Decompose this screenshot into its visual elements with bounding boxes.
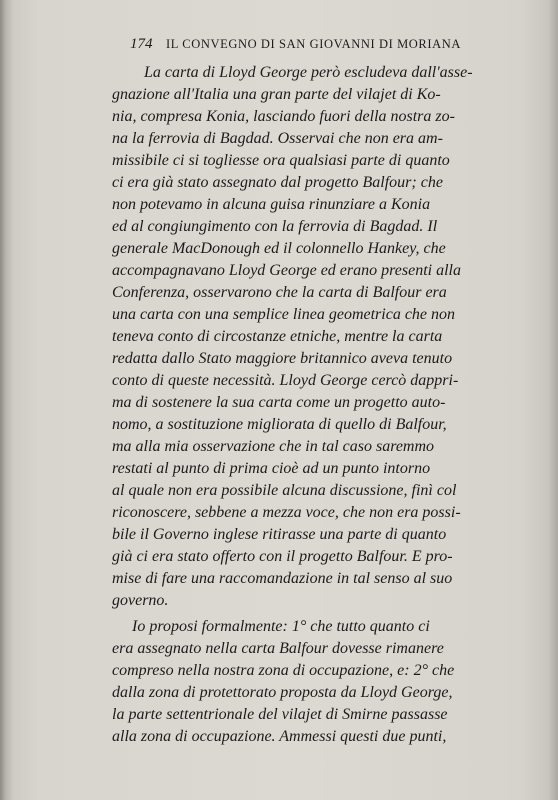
text-line: Io proposi formalmente: 1° che tutto quanto ci — [132, 618, 430, 635]
text-line: bile il Governo inglese ritirasse una parte di quanto — [112, 526, 447, 543]
text-line: nia, compresa Konia, lasciando fuori della nostra zo- — [112, 108, 455, 125]
text-line: già ci era stato offerto con il progetto Balfour. E pro- — [112, 548, 453, 565]
text-line: ma alla mia osservazione che in tal caso saremmo — [112, 438, 435, 455]
text-line: la parte settentrionale del vilajet di Smirne passasse — [112, 706, 448, 723]
text-line: na la ferrovia di Bagdad. Osservai che non era am- — [112, 130, 443, 147]
text-line: redatta dallo Stato maggiore britannico aveva tenuto — [112, 350, 453, 367]
text-line: non potevamo in alcuna guisa rinunziare a Konia — [112, 196, 431, 213]
text-line: La carta di Lloyd George però escludeva dall'asse- — [144, 64, 473, 81]
text-line: conto di queste necessità. Lloyd George cercò dappri- — [112, 372, 459, 389]
text-line: una carta con una semplice linea geometrica che non — [112, 306, 456, 323]
text-line: teneva conto di circostanze etniche, mentre la carta — [112, 328, 443, 345]
text-line: ed al congiungimento con la ferrovia di Bagdad. Il — [112, 218, 438, 235]
text-line: alla zona di occupazione. Ammessi questi due punti, — [112, 728, 447, 745]
text-line: gnazione all'Italia una gran parte del vilajet di Ko- — [112, 86, 441, 103]
text-line: ci era già stato assegnato dal progetto Balfour; che — [112, 174, 443, 191]
text-line: restati al punto di prima cioè ad un punto intorno — [112, 460, 431, 477]
text-line: compreso nella nostra zona di occupazione, e: 2° che — [112, 662, 455, 679]
text-line: riconoscere, sebbene a mezza voce, che non era possi- — [112, 504, 461, 521]
page-header — [130, 36, 530, 56]
text-line: nomo, a sostituzione migliorata di quello di Balfour, — [112, 416, 447, 433]
text-line: era assegnato nella carta Balfour dovesse rimanere — [112, 640, 444, 657]
text-line: governo. — [112, 592, 169, 609]
text-line: Conferenza, osservarono che la carta di Balfour era — [112, 284, 447, 301]
text-line: ma di sostenere la sua carta come un progetto auto- — [112, 394, 446, 411]
text-line: generale MacDonough ed il colonnello Hankey, che — [112, 240, 446, 257]
text-line: accompagnavano Lloyd George ed erano presenti alla — [112, 262, 461, 279]
text-line: mise di fare una raccomandazione in tal senso al suo — [112, 570, 453, 587]
text-line: al quale non era possibile alcuna discussione, finì col — [112, 482, 457, 499]
text-line: missibile ci si togliesse ora qualsiasi parte di quanto — [112, 152, 450, 169]
running-title: IL CONVEGNO DI SAN GIOVANNI DI MORIANA — [166, 37, 462, 51]
page-number: 174 — [130, 36, 153, 52]
text-line: dalla zona di protettorato proposta da Lloyd George, — [112, 684, 453, 701]
